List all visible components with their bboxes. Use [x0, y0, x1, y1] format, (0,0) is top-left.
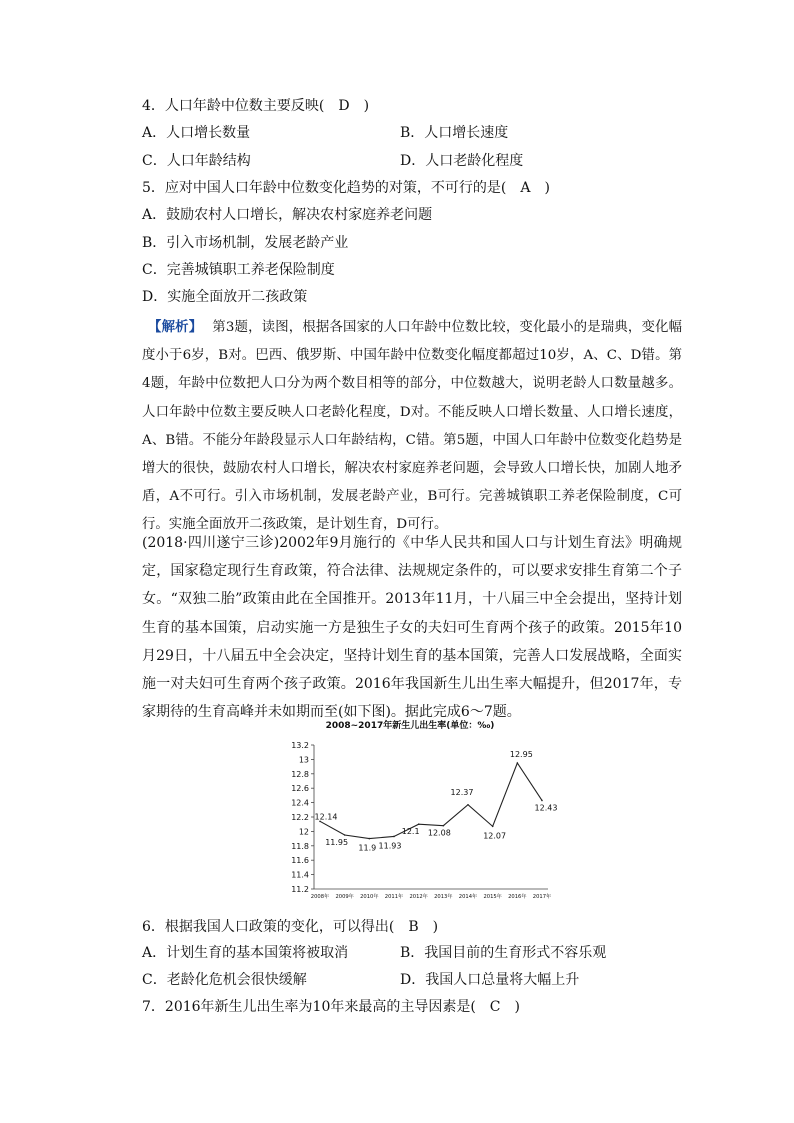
q5-stem: 5．应对中国人口年龄中位数变化趋势的对策，不可行的是( A ): [142, 180, 550, 196]
y-tick-label: 12.2: [291, 813, 309, 822]
x-tick-label: 2008年: [310, 894, 330, 900]
y-tick-label: 13.2: [291, 741, 309, 750]
q6-stem: 6．根据我国人口政策的变化，可以得出( B ): [142, 919, 439, 935]
data-label: 12.1: [401, 827, 420, 837]
y-tick-label: 13: [298, 755, 309, 765]
q6-option-d: D．我国人口总量将大幅上升: [400, 972, 580, 988]
data-label: 11.95: [325, 838, 349, 847]
data-point: [467, 804, 469, 806]
data-label: 11.9: [358, 843, 377, 853]
data-point: [418, 823, 420, 825]
y-tick-label: 12: [298, 827, 309, 837]
analysis-tag: 【解析】: [148, 319, 203, 335]
data-point: [517, 762, 519, 764]
q6-option-a: A．计划生育的基本国策将被取消: [142, 945, 349, 961]
data-label: 12.43: [534, 803, 558, 813]
q5-option-a: A．鼓励农村人口增长，解决农村家庭养老问题: [142, 207, 433, 223]
data-point: [443, 825, 445, 827]
q4-stem: 4．人口年龄中位数主要反映( D ): [142, 98, 370, 114]
q4-option-a: A．人口增长数量: [142, 125, 251, 141]
x-tick-label: 2009年: [335, 894, 354, 900]
q5-option-c: C．完善城镇职工养老保险制度: [142, 262, 335, 278]
birth-rate-chart: [270, 718, 560, 910]
x-tick-label: 2012年: [409, 894, 428, 900]
data-label: 12.07: [483, 831, 507, 841]
q5-option-b: B．引入市场机制，发展老龄产业: [142, 235, 349, 251]
y-tick-label: 12.8: [291, 769, 309, 779]
y-tick-label: 12.6: [291, 784, 309, 794]
analysis-block: [142, 313, 682, 540]
y-tick-label: 12.4: [291, 798, 309, 808]
y-tick-label: 11.6: [291, 856, 309, 866]
data-label: 12.37: [450, 787, 474, 797]
data-point: [541, 800, 543, 802]
data-point: [492, 826, 494, 828]
y-tick-label: 11.8: [291, 841, 309, 851]
data-point: [344, 834, 346, 836]
intro-text: (2018·四川遂宁三诊)2002年9月施行的《中华人民共和国人口与计划生育法》明确规定，国家稳定现行生育政策，符合法律、法规规定条件的，可以要求安排生育第二个子女。“双独二胎”政策由此在全国推开。2013年11月，十八届三中全会提出，坚持计划生育的基本国策，启动实施一方是独生子女的夫妇可生育两个孩子的政策。2015年10月29日，十八届五中全会决定，坚持计划生育的基本国策，完善人口发展战略，全面实施一对夫妇可生育两个孩子政策。2016年我国新生儿出生率大幅提升，但2017年，专家期待的生育高峰并未如期而至(如下图)。据此完成6～7题。: [142, 535, 682, 721]
intro-block: [142, 529, 682, 726]
q5-option-d: D．实施全面放开二孩政策: [142, 289, 308, 305]
q4-option-d: D．人口老龄化程度: [400, 153, 524, 169]
x-tick-label: 2013年: [434, 894, 453, 900]
x-tick-label: 2015年: [483, 894, 502, 900]
x-tick-label: 2016年: [508, 894, 527, 900]
q7-stem: 7．2016年新生儿出生率为10年来最高的主导因素是( C ): [142, 999, 520, 1015]
y-tick-label: 11.4: [291, 870, 309, 880]
y-tick-label: 11.2: [291, 885, 309, 894]
data-label: 12.14: [314, 812, 338, 822]
q4-option-c: C．人口年龄结构: [142, 153, 251, 169]
data-point: [369, 838, 371, 840]
q4-option-b: B．人口增长速度: [400, 125, 509, 141]
analysis-text: 第3题，读图，根据各国家的人口年龄中位数比较，变化最小的是瑞典，变化幅度小于6岁，B对。巴西、俄罗斯、中国年龄中位数变化幅度都超过10岁，A、C、D错。第4题，年龄中位数把人口分为两个数目相等的部分，中位数越大，说明老龄人口数量越多。人口年龄中位数主要反映人口老龄化程度，D对。不能反映人口增长数量、人口增长速度，A、B错。不能分年龄段显示人口年龄结构，C错。第5题，中国人口年龄中位数变化趋势是增大的很快，鼓励农村人口增长，解决农村家庭养老问题，会导致人口增长快，加剧人地矛盾，A不可行。引入市场机制，发展老龄产业，B可行。完善城镇职工养老保险制度，C可行。实施全面放开二孩政策，是计划生育，D可行。: [142, 320, 682, 533]
q6-option-c: C．老龄化危机会很快缓解: [142, 972, 307, 988]
x-tick-label: 2011年: [384, 894, 404, 900]
series-line: [320, 763, 542, 839]
chart-svg: [270, 718, 560, 910]
chart-title: 2008~2017年新生儿出生率(单位：‰): [325, 721, 495, 731]
x-tick-label: 2017年: [532, 894, 552, 900]
x-tick-label: 2014年: [458, 894, 478, 900]
data-label: 12.95: [509, 750, 533, 759]
q6-option-b: B．我国目前的生育形式不容乐观: [400, 945, 607, 961]
data-label: 12.08: [427, 828, 451, 838]
x-tick-label: 2010年: [360, 894, 379, 900]
data-label: 11.93: [378, 841, 402, 851]
data-point: [393, 836, 395, 838]
